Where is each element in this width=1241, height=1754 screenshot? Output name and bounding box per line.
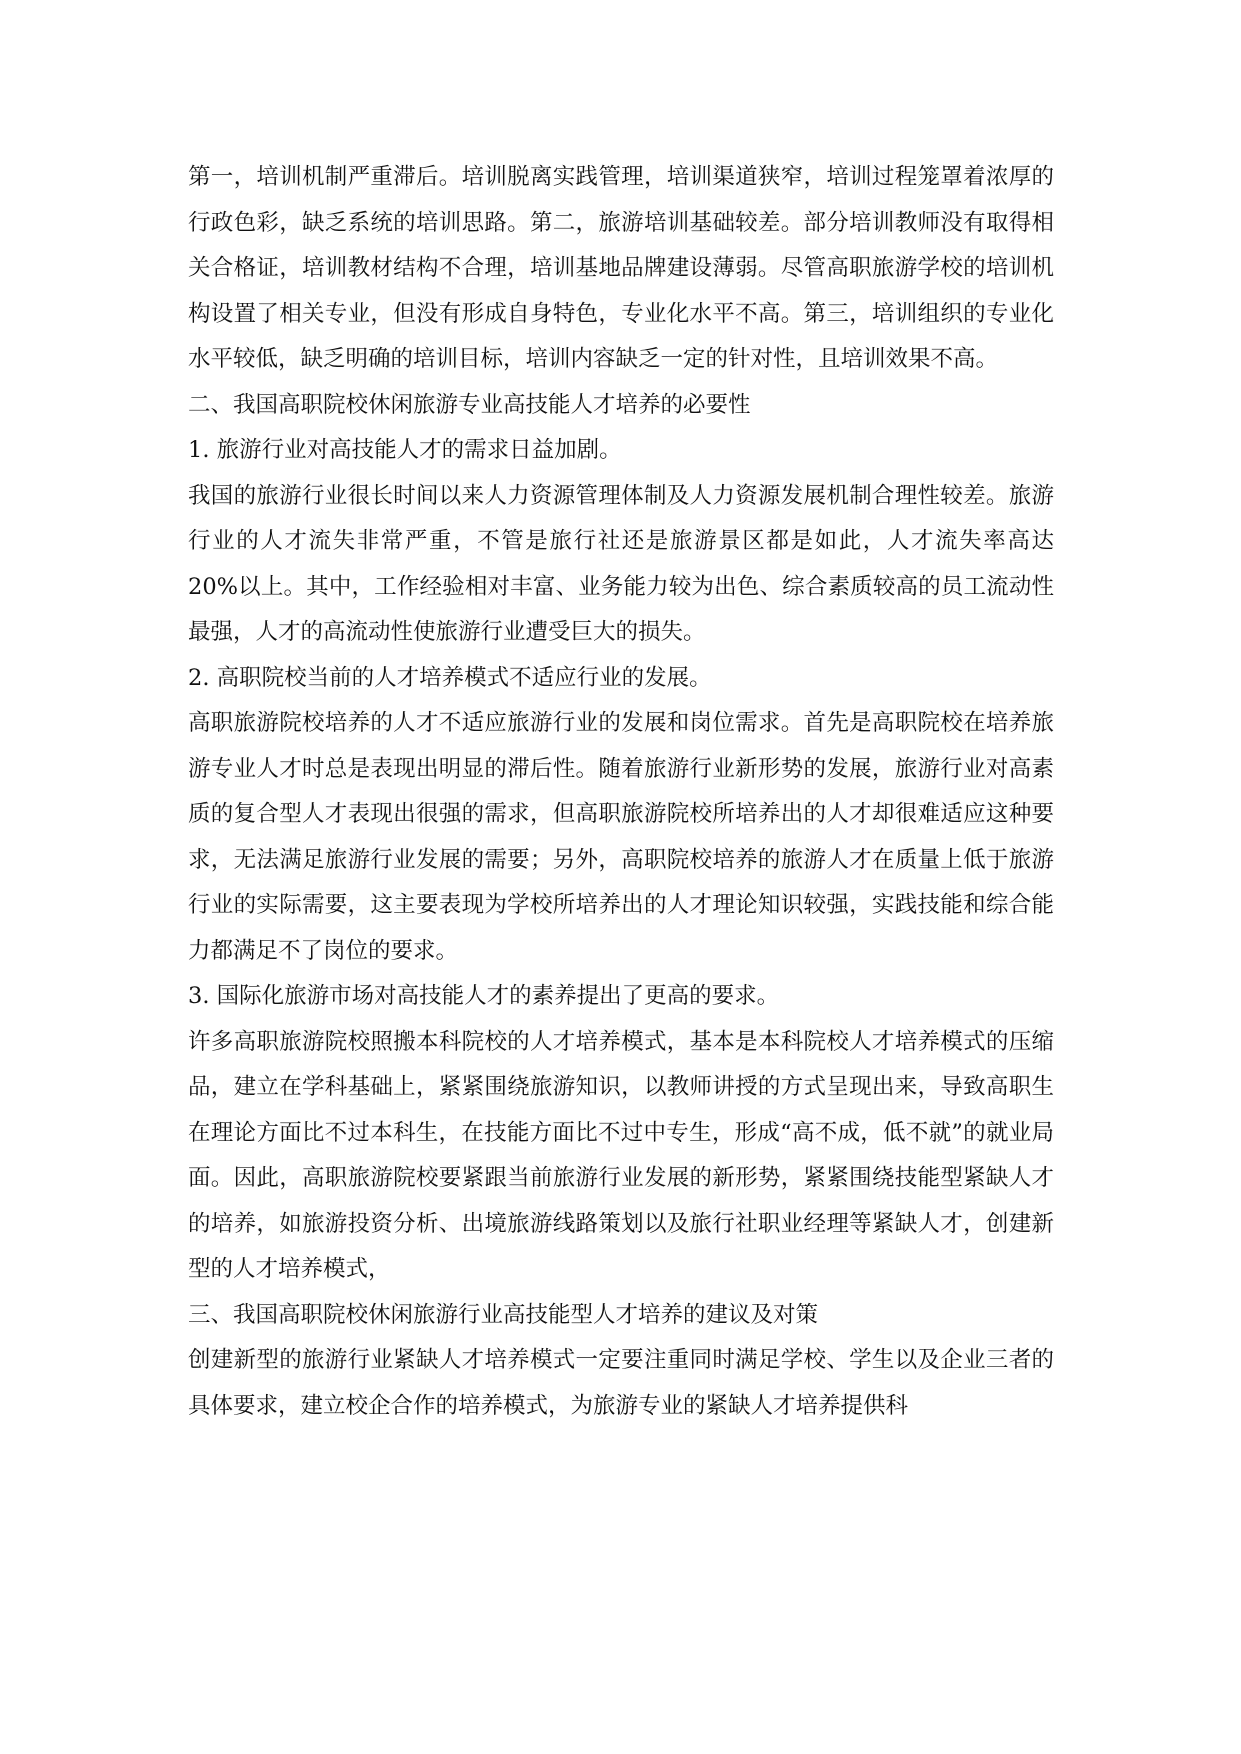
section-heading-countermeasures: 三、我国高职院校休闲旅游行业高技能型人才培养的建议及对策: [188, 1301, 819, 1328]
section-heading-necessity: 二、我国高职院校休闲旅游专业高技能人才培养的必要性: [188, 391, 751, 418]
paragraph-talent-loss: 我国的旅游行业很长时间以来人力资源管理体制及人力资源发展机制合理性较差。旅游行业的人才流失非常严重，不管是旅行社还是旅游景区都是如此，人才流失率高达 20%以上。其中，工作经验相对丰富、业务能力较为出色、综合素质较高的员工流动性最强，人才的高流动性使旅游行业遭受巨大的损失。: [188, 482, 1054, 645]
subheading-3: 3. 国际化旅游市场对高技能人才的素养提出了更高的要求。: [188, 983, 780, 1009]
document-body: [188, 155, 1054, 1429]
subheading-2: 2. 高职院校当前的人才培养模式不适应行业的发展。: [188, 664, 712, 691]
paragraph-new-model: 创建新型的旅游行业紧缺人才培养模式一定要注重同时满足学校、学生以及企业三者的具体要求，建立校企合作的培养模式，为旅游专业的紧缺人才培养提供科: [188, 1347, 1054, 1419]
paragraph-training-lag: 高职旅游院校培养的人才不适应旅游行业的发展和岗位需求。首先是高职院校在培养旅游专业人才时总是表现出明显的滞后性。随着旅游行业新形势的发展，旅游行业对高素质的复合型人才表现出很强的需求，但高职旅游院校所培养出的人才却很难适应这种要求，无法满足旅游行业发展的需要；另外，高职院校培养的旅游人才在质量上低于旅游行业的实际需要，这主要表现为学校所培养出的人才理论知识较强，实践技能和综合能力都满足不了岗位的要求。: [188, 710, 1054, 964]
paragraph-training-problems: 第一，培训机制严重滞后。培训脱离实践管理，培训渠道狭窄，培训过程笼罩着浓厚的行政色彩，缺乏系统的培训思路。第二，旅游培训基础较差。部分培训教师没有取得相关合格证，培训教材结构不合理，培训基地品牌建设薄弱。尽管高职旅游学校的培训机构设置了相关专业，但没有形成自身特色，专业化水平不高。第三，培训组织的专业化水平较低，缺乏明确的培训目标，培训内容缺乏一定的针对性，且培训效果不高。: [188, 164, 1054, 372]
paragraph-training-model: 许多高职旅游院校照搬本科院校的人才培养模式，基本是本科院校人才培养模式的压缩品，建立在学科基础上，紧紧围绕旅游知识，以教师讲授的方式呈现出来，导致高职生在理论方面比不过本科生，在技能方面比不过中专生，形成“高不成，低不就”的就业局面。因此，高职旅游院校要紧跟当前旅游行业发展的新形势，紧紧围绕技能型紧缺人才的培养，如旅游投资分析、出境旅游线路策划以及旅行社职业经理等紧缺人才，创建新型的人才培养模式，: [188, 1028, 1054, 1282]
subheading-1: 1. 旅游行业对高技能人才的需求日益加剧。: [188, 437, 622, 463]
